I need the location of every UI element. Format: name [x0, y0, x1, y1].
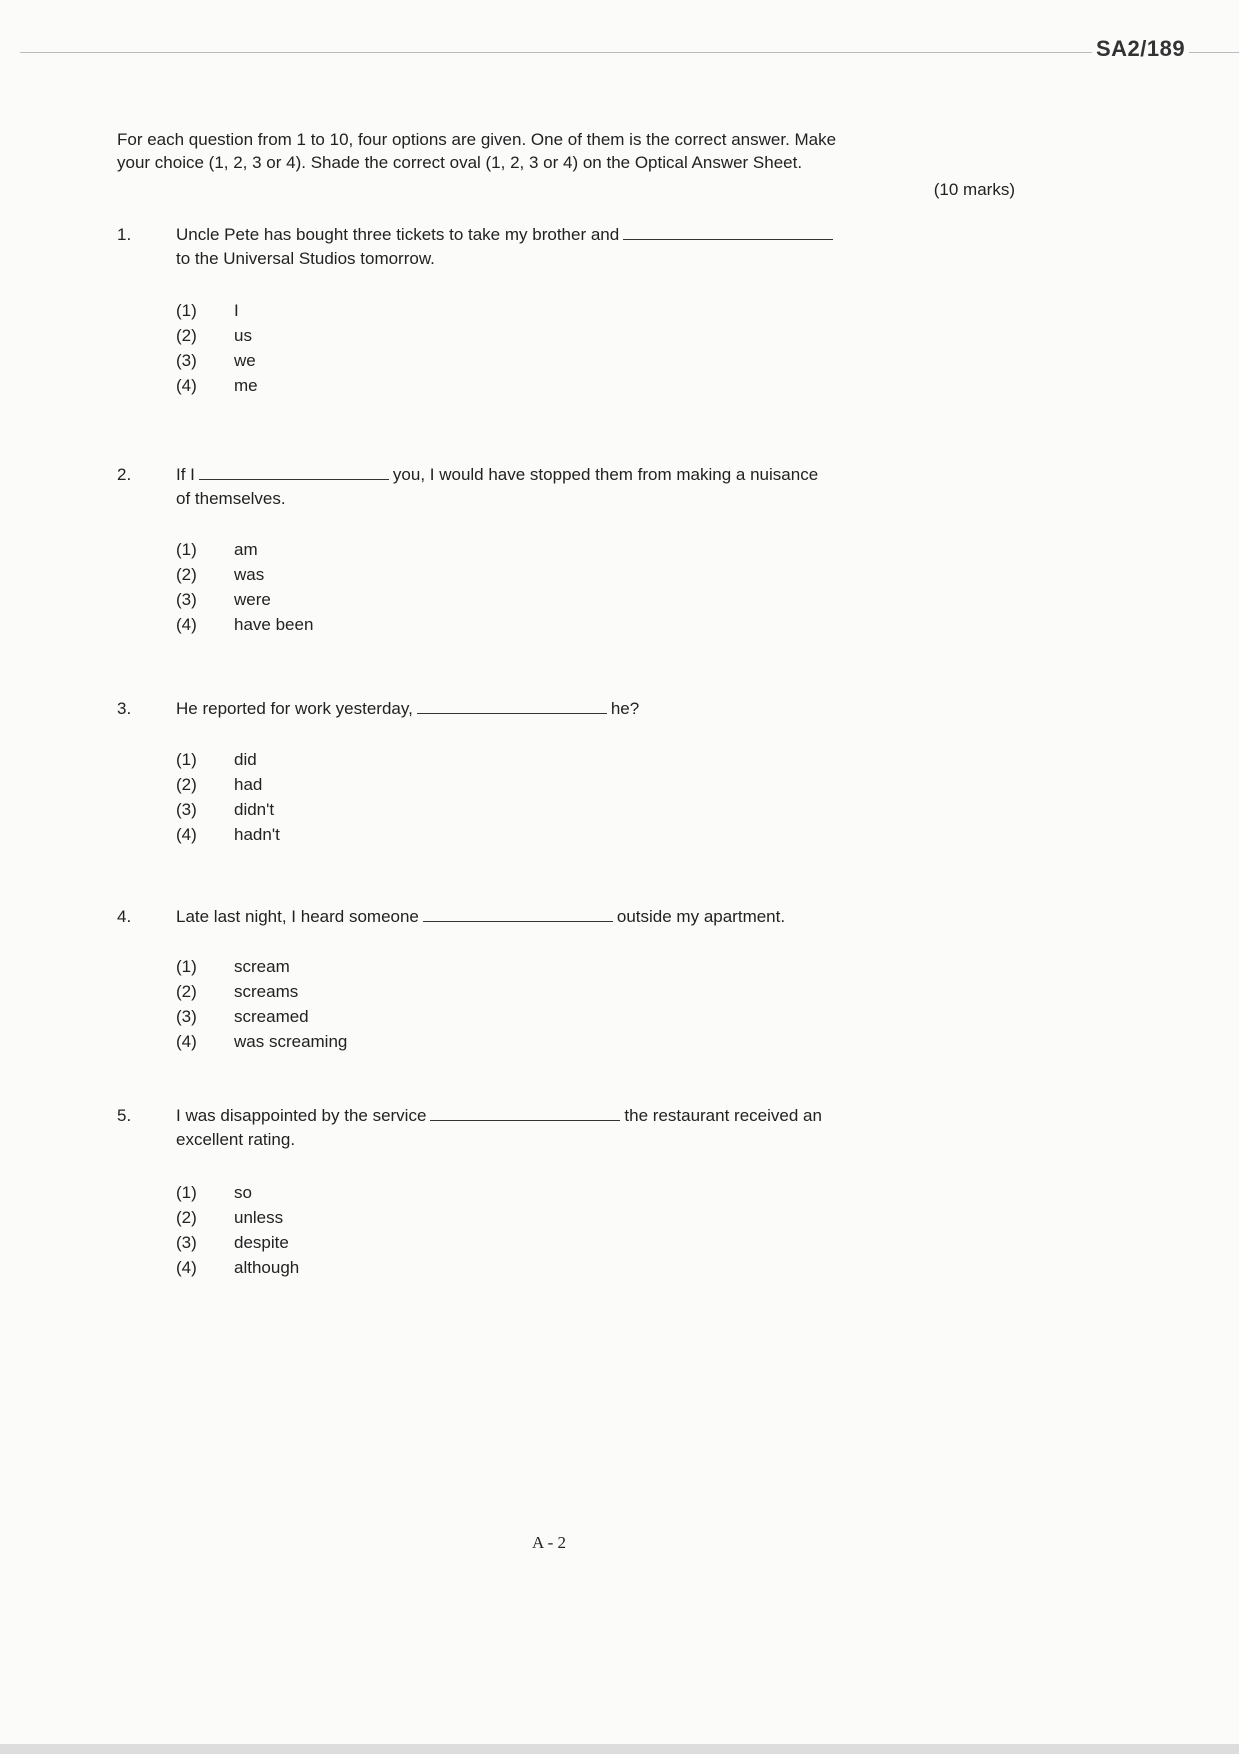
- option: [176, 957, 290, 977]
- stem-after: the restaurant received an: [624, 1106, 822, 1125]
- option-number: (1): [176, 750, 197, 769]
- instructions-line-2: your choice (1, 2, 3 or 4). Shade the correct oval (1, 2, 3 or 4) on the Optical Answer Sheet.: [117, 153, 803, 172]
- option-text: unless: [234, 1208, 284, 1227]
- option-number: (3): [176, 590, 197, 609]
- option-text: was: [234, 565, 265, 584]
- option-text: hadn't: [234, 825, 280, 844]
- answer-blank: [417, 712, 607, 714]
- option-number: (3): [176, 351, 197, 370]
- option-text: me: [234, 376, 258, 395]
- option: [176, 540, 258, 560]
- marks-label: (10 marks): [933, 180, 1015, 199]
- stem-before: Uncle Pete has bought three tickets to take my brother and: [176, 225, 620, 244]
- option: [176, 1183, 252, 1203]
- option-text: have been: [234, 615, 314, 634]
- scan-edge: [0, 1744, 1239, 1754]
- option-number: (3): [176, 1007, 197, 1026]
- stem-before: I was disappointed by the service: [176, 1106, 427, 1125]
- option-text: so: [234, 1183, 252, 1202]
- question-stem: [176, 907, 785, 927]
- option-text: I: [234, 301, 239, 320]
- question-number: 3.: [117, 699, 132, 718]
- option-text: did: [234, 750, 257, 769]
- option: [176, 301, 239, 321]
- stem-before: Late last night, I heard someone: [176, 907, 419, 926]
- option-number: (2): [176, 565, 197, 584]
- option-text: scream: [234, 957, 290, 976]
- option: [176, 1007, 309, 1027]
- option: [176, 1032, 347, 1052]
- stem-before: If I: [176, 465, 195, 484]
- page-number: A - 2: [532, 1533, 566, 1552]
- paper-code: SA2/189: [1092, 36, 1189, 62]
- question-stem: [176, 699, 639, 719]
- option-number: (4): [176, 376, 197, 395]
- answer-blank: [423, 920, 613, 922]
- option: [176, 351, 256, 371]
- option: [176, 825, 280, 845]
- option-number: (4): [176, 1032, 197, 1051]
- option: [176, 1208, 283, 1228]
- option-number: (1): [176, 540, 197, 559]
- option: [176, 1258, 299, 1278]
- question-number: 1.: [117, 225, 132, 244]
- question-number: 2.: [117, 465, 132, 484]
- question-stem: [176, 465, 818, 485]
- option: [176, 376, 258, 396]
- question-stem-line-2: excellent rating.: [176, 1130, 296, 1149]
- option-number: (2): [176, 775, 197, 794]
- question-stem-line-2: of themselves.: [176, 489, 286, 508]
- question-number: 5.: [117, 1106, 132, 1125]
- option-number: (1): [176, 957, 197, 976]
- option-number: (2): [176, 982, 197, 1001]
- option-text: screamed: [234, 1007, 309, 1026]
- option-number: (4): [176, 615, 197, 634]
- option: [176, 326, 252, 346]
- option-number: (3): [176, 800, 197, 819]
- option: [176, 615, 313, 635]
- option-number: (1): [176, 301, 197, 320]
- option-number: (3): [176, 1233, 197, 1252]
- option-text: we: [234, 351, 256, 370]
- question-stem-line-2: to the Universal Studios tomorrow.: [176, 249, 435, 268]
- option-number: (1): [176, 1183, 197, 1202]
- answer-blank: [623, 238, 833, 240]
- option-text: were: [234, 590, 271, 609]
- option: [176, 750, 257, 770]
- stem-after: he?: [610, 699, 640, 718]
- instructions-line-1: For each question from 1 to 10, four options are given. One of them is the correct answer. Make: [117, 130, 837, 149]
- option-text: had: [234, 775, 263, 794]
- option-text: us: [234, 326, 252, 345]
- option-text: screams: [234, 982, 299, 1001]
- question-stem: [176, 225, 837, 245]
- option-text: didn't: [234, 800, 275, 819]
- option-text: am: [234, 540, 258, 559]
- option: [176, 800, 274, 820]
- option-number: (4): [176, 825, 197, 844]
- stem-after: you, I would have stopped them from making a nuisance: [392, 465, 819, 484]
- option: [176, 590, 271, 610]
- option: [176, 775, 262, 795]
- stem-after: outside my apartment.: [616, 907, 786, 926]
- option-number: (2): [176, 1208, 197, 1227]
- question-stem: [176, 1106, 822, 1126]
- option-text: was screaming: [234, 1032, 348, 1051]
- option-number: (4): [176, 1258, 197, 1277]
- option-text: despite: [234, 1233, 289, 1252]
- option-text: although: [234, 1258, 300, 1277]
- header-rule: [20, 52, 1239, 53]
- option-number: (2): [176, 326, 197, 345]
- option: [176, 1233, 289, 1253]
- answer-blank: [199, 478, 389, 480]
- stem-before: He reported for work yesterday,: [176, 699, 413, 718]
- question-number: 4.: [117, 907, 132, 926]
- option: [176, 565, 264, 585]
- option: [176, 982, 298, 1002]
- answer-blank: [430, 1119, 620, 1121]
